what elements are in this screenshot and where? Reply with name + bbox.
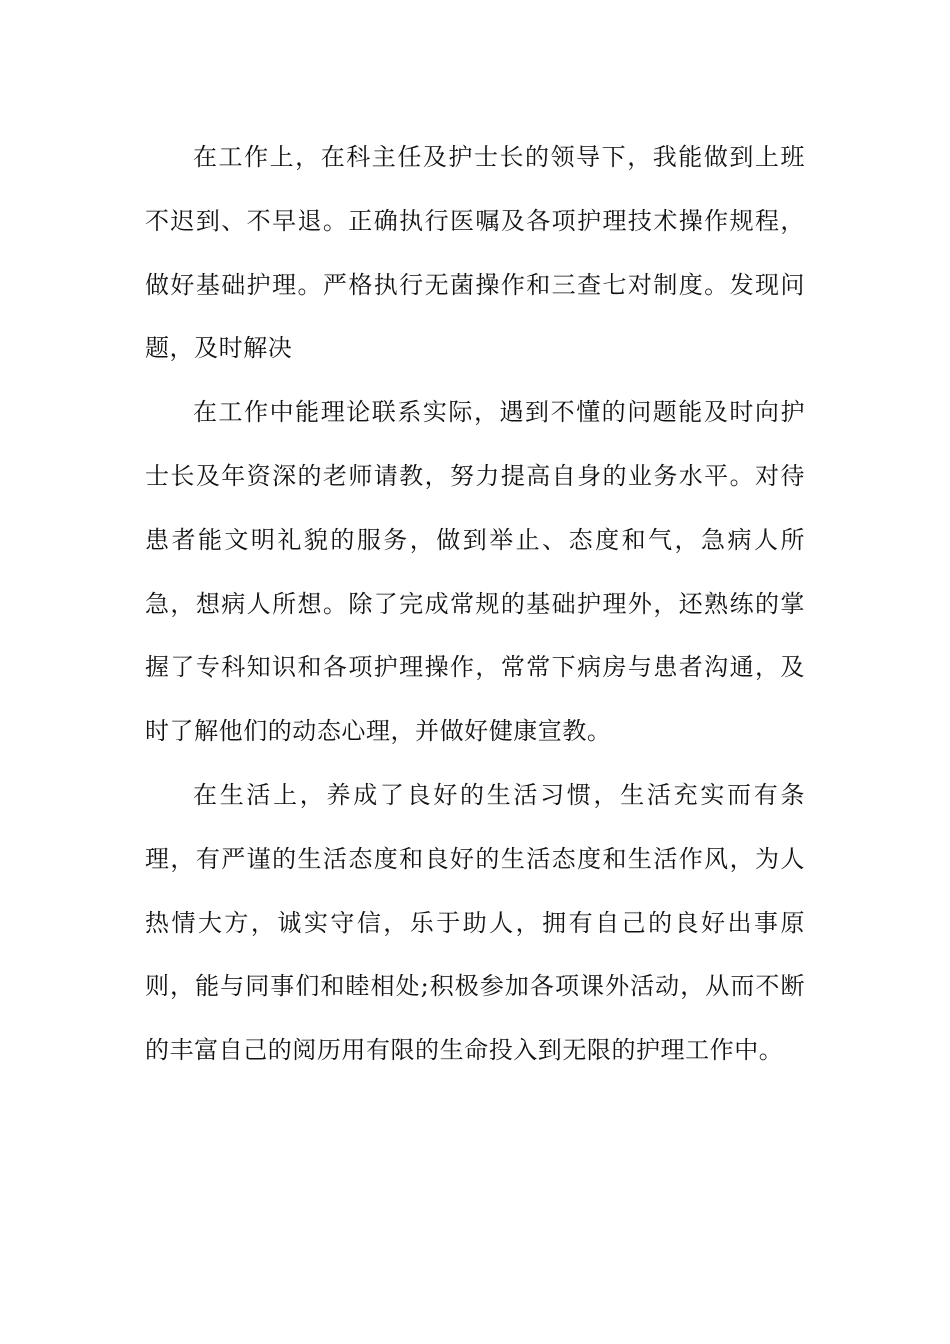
paragraph-life-habits: 在生活上，养成了良好的生活习惯，生活充实而有条理，有严谨的生活态度和良好的生活态度和生活作风，为人热情大方，诚实守信，乐于助人，拥有自己的良好出事原则，能与同事们和睦相处;积极参加各项课外活动，从而不断的丰富自己的阅历用有限的生命投入到无限的护理工作中。	[145, 780, 805, 1065]
paragraph-theory-practice: 在工作中能理论联系实际，遇到不懂的问题能及时向护士长及年资深的老师请教，努力提高自身的业务水平。对待患者能文明礼貌的服务，做到举止、态度和气，急病人所急，想病人所想。除了完成常规的基础护理外，还熟练的掌握了专科知识和各项护理操作，常常下病房与患者沟通，及时了解他们的动态心理，并做好健康宣教。	[145, 398, 805, 746]
paragraph-work-duties: 在工作上，在科主任及护士长的领导下，我能做到上班不迟到、不早退。正确执行医嘱及各项护理技术操作规程，做好基础护理。严格执行无菌操作和三查七对制度。发现问题，及时解决	[145, 143, 805, 363]
